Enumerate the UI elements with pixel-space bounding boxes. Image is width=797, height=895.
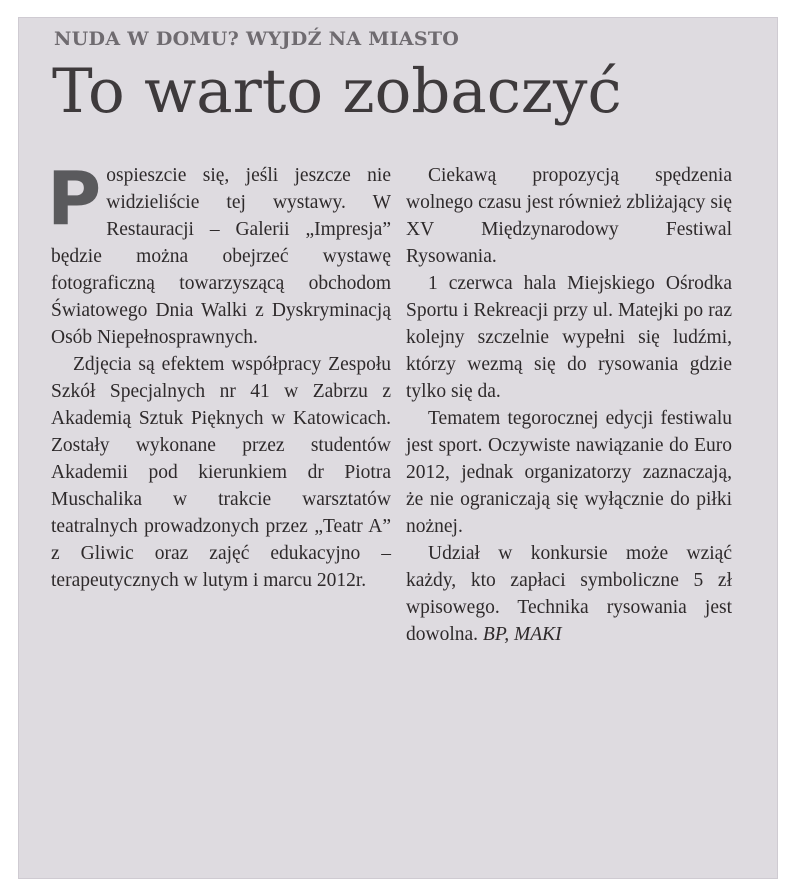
paragraph-1 — [47, 156, 391, 351]
right-column — [406, 162, 732, 648]
drop-cap: P — [47, 156, 102, 242]
byline: BP, MAKI — [482, 624, 562, 645]
left-column — [47, 156, 391, 594]
paragraph-5: Tematem tegorocznej edycji festiwalu jest sport. Oczywiste nawiązanie do Euro 2012, jednak organizatorzy zaznaczają, że nie ograniczają się wyłącznie do piłki nożnej. — [406, 408, 732, 537]
paragraph-6 — [406, 540, 732, 648]
paragraph-6-text: Udział w konkursie może wziąć każdy, kto zapłaci symboliczne 5 zł wpisowego. Technika rysowania jest dowolna. — [406, 543, 732, 645]
paragraph-2: Zdjęcia są efektem współpracy Zespołu Szkół Specjalnych nr 41 w Zabrzu z Akademią Sztuk Pięknych w Katowicach. Zostały wykonane przez studentów Akademii pod kierunkiem dr Piotra Muschalika w trakcie warsztatów teatralnych prowadzonych przez „Teatr A” z Gliwic oraz zajęć edukacyjno – terapeutycznych w lutym i marcu 2012r. — [51, 354, 391, 591]
section-kicker: NUDA W DOMU? WYJDŹ NA MIASTO — [54, 28, 460, 50]
paragraph-3: Ciekawą propozycją spędzenia wolnego czasu jest również zbliżający się XV Międzynarodowy Festiwal Rysowania. — [406, 165, 732, 267]
paragraph-1-text: ospieszcie się, jeśli jeszcze nie widzieliście tej wystawy. W Restauracji – Galerii „Impresja” będzie można obejrzeć wystawę fotograficzną towarzyszącą obchodom Światowego Dnia Walki z Dyskryminacją Osób Niepełnosprawnych. — [51, 165, 391, 348]
paragraph-4: 1 czerwca hala Miejskiego Ośrodka Sportu i Rekreacji przy ul. Matejki po raz kolejny szczelnie wypełni się ludźmi, którzy wezmą się do rysowania gdzie tylko się da. — [406, 273, 732, 402]
newspaper-clipping — [18, 17, 778, 879]
headline: To warto zobaczyć — [52, 56, 622, 127]
